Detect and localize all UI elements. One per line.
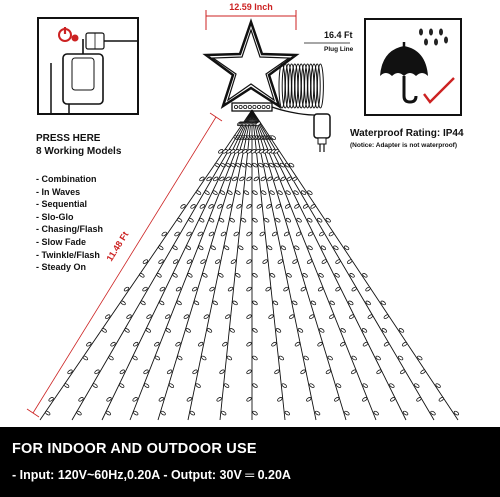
bulb bbox=[252, 190, 258, 195]
bulb bbox=[119, 383, 125, 388]
bulb bbox=[400, 369, 406, 374]
bulb bbox=[246, 369, 252, 374]
waterproof-box bbox=[364, 18, 462, 116]
bulb bbox=[185, 245, 191, 250]
bulb bbox=[365, 286, 371, 291]
bulb bbox=[168, 383, 174, 388]
plug-line-coil bbox=[272, 64, 323, 118]
bulb bbox=[241, 162, 247, 167]
bulb bbox=[267, 245, 273, 250]
bulb bbox=[280, 245, 286, 250]
bulb bbox=[284, 410, 290, 415]
bulb bbox=[340, 342, 346, 347]
plug-line-dimension bbox=[304, 30, 354, 53]
bulb bbox=[172, 273, 178, 278]
bulb bbox=[362, 397, 368, 402]
bulb bbox=[198, 342, 204, 347]
bulb bbox=[132, 355, 138, 360]
bulb bbox=[252, 383, 258, 388]
bulb bbox=[199, 218, 205, 223]
umbrella-rain-icon bbox=[380, 29, 448, 103]
bulb bbox=[252, 328, 258, 333]
bulb bbox=[268, 314, 274, 319]
bulb bbox=[274, 369, 280, 374]
bulb bbox=[259, 231, 265, 236]
bulb bbox=[334, 397, 340, 402]
bulb bbox=[321, 259, 327, 264]
light-strand bbox=[252, 110, 434, 420]
bulb bbox=[232, 300, 238, 305]
bulb bbox=[82, 355, 88, 360]
bulb bbox=[195, 383, 201, 388]
bulb bbox=[284, 231, 290, 236]
press-here-label: PRESS HERE bbox=[36, 133, 101, 144]
bulb bbox=[216, 397, 222, 402]
bulb bbox=[267, 176, 273, 181]
bulb bbox=[296, 231, 302, 236]
bulb bbox=[303, 204, 309, 209]
bulb bbox=[260, 176, 266, 181]
bulb bbox=[235, 273, 241, 278]
bulb bbox=[384, 342, 390, 347]
bulb bbox=[252, 218, 258, 223]
bulb bbox=[176, 300, 182, 305]
bulb bbox=[292, 259, 298, 264]
bulb bbox=[308, 231, 314, 236]
bulb bbox=[219, 218, 225, 223]
bulb bbox=[277, 397, 283, 402]
bulb bbox=[275, 204, 281, 209]
bulb bbox=[367, 314, 373, 319]
bulb bbox=[272, 231, 278, 236]
bulb bbox=[246, 397, 252, 402]
bulb bbox=[238, 245, 244, 250]
bulb bbox=[283, 286, 289, 291]
mode-item: - Combination bbox=[36, 174, 97, 184]
bulb bbox=[276, 328, 282, 333]
bulb bbox=[215, 259, 221, 264]
bulb bbox=[286, 273, 292, 278]
bulb bbox=[210, 245, 216, 250]
bulb bbox=[300, 369, 306, 374]
bulb bbox=[246, 204, 252, 209]
bulb bbox=[220, 231, 226, 236]
hub-connector bbox=[244, 105, 247, 108]
mode-item: - In Waves bbox=[36, 186, 81, 197]
bulb bbox=[310, 204, 316, 209]
plug-line-label: Plug Line bbox=[324, 46, 354, 53]
bulb bbox=[202, 273, 208, 278]
bulb bbox=[335, 259, 341, 264]
hub-connector bbox=[262, 105, 265, 108]
bulb bbox=[196, 190, 202, 195]
bulb bbox=[252, 410, 258, 415]
bulb bbox=[212, 300, 218, 305]
bulb bbox=[289, 314, 295, 319]
footer-title: FOR INDOOR AND OUTDOOR USE bbox=[12, 441, 257, 457]
bulb bbox=[246, 231, 252, 236]
bulb bbox=[209, 218, 215, 223]
bulb bbox=[252, 300, 258, 305]
bulb bbox=[420, 369, 426, 374]
bulb bbox=[228, 286, 234, 291]
bulb bbox=[229, 328, 235, 333]
bulb bbox=[108, 355, 114, 360]
bulb bbox=[285, 204, 291, 209]
bulb bbox=[139, 273, 145, 278]
bulb bbox=[256, 204, 262, 209]
bulb bbox=[227, 190, 233, 195]
bulb bbox=[222, 342, 228, 347]
bulb bbox=[187, 273, 193, 278]
strand-hub bbox=[232, 103, 272, 111]
bulb bbox=[219, 369, 225, 374]
bulb bbox=[262, 259, 268, 264]
bulb bbox=[275, 218, 281, 223]
bulb bbox=[309, 314, 315, 319]
bulb bbox=[220, 190, 226, 195]
bulb bbox=[300, 286, 306, 291]
bulb bbox=[246, 342, 252, 347]
hub-connector bbox=[234, 105, 237, 108]
mode-item: - Steady On bbox=[36, 262, 87, 273]
bulb bbox=[376, 369, 382, 374]
bulb bbox=[212, 190, 218, 195]
working-models-label: 8 Working Models bbox=[36, 146, 122, 157]
footer-specs: - Input: 120V~60Hz,0.20A - Output: 30V ═ 0.20A bbox=[12, 468, 291, 482]
bulb bbox=[159, 300, 165, 305]
bulb bbox=[252, 273, 258, 278]
hub-connector bbox=[267, 105, 270, 108]
bulb bbox=[292, 300, 298, 305]
star-width-label: 12.59 Inch bbox=[229, 2, 273, 12]
bulb bbox=[204, 190, 210, 195]
bulb bbox=[265, 286, 271, 291]
bulb bbox=[318, 286, 324, 291]
mode-item: - Sequential bbox=[36, 199, 88, 210]
bulb bbox=[351, 369, 357, 374]
footer-banner bbox=[0, 427, 500, 497]
bulb bbox=[64, 383, 70, 388]
bulb bbox=[349, 314, 355, 319]
bulb bbox=[264, 218, 270, 223]
bulb bbox=[273, 300, 279, 305]
bulb bbox=[201, 355, 207, 360]
bulb bbox=[226, 204, 232, 209]
light-strand bbox=[252, 110, 316, 420]
bulb bbox=[329, 314, 335, 319]
mode-item: - Slow Fade bbox=[36, 236, 87, 247]
bulb bbox=[226, 355, 232, 360]
bulb bbox=[277, 259, 283, 264]
bulb bbox=[266, 204, 272, 209]
bulb bbox=[252, 355, 258, 360]
bulb bbox=[253, 176, 259, 181]
mode-item: - Slo-Glo bbox=[36, 211, 74, 222]
bulb bbox=[246, 176, 252, 181]
hub-connector bbox=[253, 105, 256, 108]
bulb bbox=[246, 286, 252, 291]
bulb bbox=[188, 218, 194, 223]
bulb bbox=[145, 328, 151, 333]
power-button-icon[interactable] bbox=[59, 27, 79, 42]
bulb bbox=[280, 176, 286, 181]
bulb bbox=[246, 314, 252, 319]
mode-item: - Twinkle/Flash bbox=[36, 249, 100, 260]
bulb bbox=[154, 355, 160, 360]
bulb bbox=[261, 190, 267, 195]
bulb bbox=[252, 245, 258, 250]
bulb bbox=[303, 355, 309, 360]
adapter-notice: (Notice: Adapter is not waterproof) bbox=[350, 142, 458, 149]
bulb bbox=[315, 410, 321, 415]
bulb bbox=[230, 259, 236, 264]
bulb bbox=[105, 410, 111, 415]
bulb bbox=[218, 273, 224, 278]
light-strand bbox=[252, 110, 285, 420]
bulb bbox=[294, 204, 300, 209]
hub-connector bbox=[248, 105, 251, 108]
bulb bbox=[144, 383, 150, 388]
bulb bbox=[347, 259, 353, 264]
bulb bbox=[224, 383, 230, 388]
bulb bbox=[402, 342, 408, 347]
bulb bbox=[274, 176, 280, 181]
bulb bbox=[45, 410, 51, 415]
bulb bbox=[124, 328, 130, 333]
bulb bbox=[172, 245, 178, 250]
light-strand bbox=[252, 110, 458, 420]
bulb bbox=[194, 300, 200, 305]
bulb bbox=[160, 410, 166, 415]
bulb bbox=[120, 300, 126, 305]
bulb bbox=[209, 286, 215, 291]
bulb bbox=[221, 410, 227, 415]
bulb bbox=[351, 286, 357, 291]
bulb bbox=[269, 190, 275, 195]
bulb bbox=[165, 328, 171, 333]
bulb bbox=[309, 383, 315, 388]
bulb bbox=[76, 410, 82, 415]
mode-item: - Chasing/Flash bbox=[36, 224, 104, 235]
light-strand bbox=[252, 110, 346, 420]
bulb bbox=[335, 286, 341, 291]
bulb bbox=[270, 273, 276, 278]
bulb bbox=[224, 245, 230, 250]
bulb bbox=[246, 259, 252, 264]
bulb bbox=[177, 218, 183, 223]
checkmark-icon bbox=[424, 78, 454, 102]
bulb bbox=[158, 245, 164, 250]
bulb bbox=[286, 176, 292, 181]
bulb bbox=[271, 342, 277, 347]
bulb bbox=[244, 190, 250, 195]
bulb bbox=[192, 369, 198, 374]
bulb bbox=[177, 355, 183, 360]
light-strand bbox=[158, 110, 252, 420]
bulb bbox=[328, 231, 334, 236]
bulb bbox=[185, 328, 191, 333]
bulb bbox=[235, 190, 241, 195]
bulb bbox=[189, 410, 195, 415]
bulb bbox=[241, 218, 247, 223]
bulb bbox=[292, 176, 298, 181]
bulb bbox=[306, 397, 312, 402]
light-strand bbox=[252, 110, 376, 420]
bulb bbox=[317, 342, 323, 347]
bulb bbox=[307, 259, 313, 264]
bulb bbox=[225, 314, 231, 319]
bulb bbox=[140, 300, 146, 305]
bulb bbox=[198, 245, 204, 250]
plug-line-length: 16.4 Ft bbox=[324, 30, 353, 40]
bulb bbox=[203, 314, 209, 319]
bulb bbox=[207, 328, 213, 333]
bulb bbox=[133, 410, 139, 415]
bulb bbox=[438, 397, 444, 402]
bulb bbox=[252, 162, 258, 167]
bulb bbox=[233, 231, 239, 236]
controller-illustration bbox=[39, 19, 137, 113]
adapter-plug-icon bbox=[314, 114, 330, 152]
bulb bbox=[186, 397, 192, 402]
hub-connector bbox=[239, 105, 242, 108]
bulb bbox=[229, 218, 235, 223]
bulb bbox=[92, 383, 98, 388]
hub-connector bbox=[257, 105, 260, 108]
bulb bbox=[319, 231, 325, 236]
bulb bbox=[239, 176, 245, 181]
bulb bbox=[101, 328, 107, 333]
bulb bbox=[298, 328, 304, 333]
mode-list bbox=[36, 173, 103, 274]
bulb bbox=[232, 176, 238, 181]
waterproof-rating: Waterproof Rating: IP44 bbox=[350, 128, 464, 139]
bulb bbox=[390, 397, 396, 402]
bulb bbox=[236, 204, 242, 209]
bulb bbox=[294, 342, 300, 347]
bulb bbox=[362, 342, 368, 347]
bulb bbox=[156, 273, 162, 278]
bulb bbox=[278, 355, 284, 360]
strand-length-label: 11.48 Ft bbox=[104, 229, 131, 264]
bulb bbox=[281, 383, 287, 388]
bulb bbox=[325, 369, 331, 374]
controller-box bbox=[37, 17, 139, 115]
bulb bbox=[383, 314, 389, 319]
bulb bbox=[246, 162, 252, 167]
light-strand bbox=[130, 110, 252, 420]
bulb bbox=[416, 397, 422, 402]
